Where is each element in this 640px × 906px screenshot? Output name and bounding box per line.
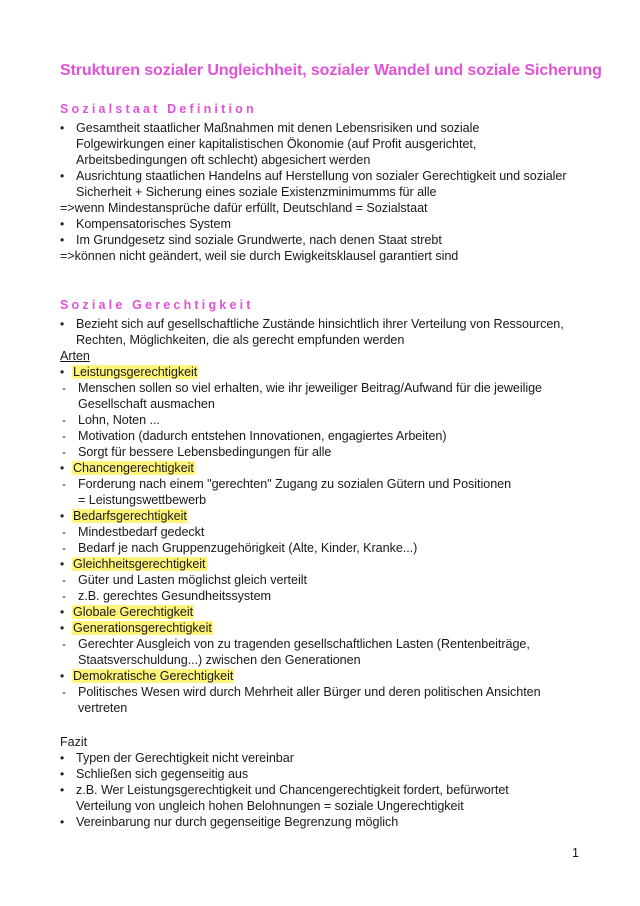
dash-icon: - <box>62 573 66 587</box>
bullet-icon: • <box>60 669 65 683</box>
text-line: Staatsverschuldung...) zwischen den Generationen <box>78 653 361 667</box>
text-line: Folgewirkungen einer kapitalistischen Ökonomie (auf Profit ausgerichtet, <box>76 137 477 151</box>
dash-icon: - <box>62 637 66 651</box>
highlight-chancengerechtigkeit: Chancengerechtigkeit <box>73 461 194 475</box>
text-line: Arbeitsbedingungen oft schlecht) abgesichert werden <box>76 153 371 167</box>
section-heading-sozialstaat: Sozialstaat Definition <box>60 102 257 116</box>
text-line: Bedarf je nach Gruppenzugehörigkeit (Alte, Kinder, Kranke...) <box>78 541 418 555</box>
text-line: Politisches Wesen wird durch Mehrheit aller Bürger und deren politischen Ansichten <box>78 685 541 699</box>
text-line: Sorgt für bessere Lebensbedingungen für alle <box>78 445 332 459</box>
dash-icon: - <box>62 413 66 427</box>
text-line: Menschen sollen so viel erhalten, wie ihr jeweiliger Beitrag/Aufwand für die jeweilige <box>78 381 543 395</box>
section-heading-soziale-gerechtigkeit: Soziale Gerechtigkeit <box>60 298 254 312</box>
text-line: Vereinbarung nur durch gegenseitige Begrenzung möglich <box>76 815 399 829</box>
text-line: z.B. Wer Leistungsgerechtigkeit und Chancengerechtigkeit fordert, befürwortet <box>76 783 509 797</box>
text-line: Typen der Gerechtigkeit nicht vereinbar <box>76 751 294 765</box>
text-line: Gesellschaft ausmachen <box>78 397 215 411</box>
text-line: Sicherheit + Sicherung eines soziale Existenzminimumms für alle <box>76 185 437 199</box>
dash-icon: - <box>62 685 66 699</box>
text-line: = Leistungswettbewerb <box>78 493 207 507</box>
bullet-icon: • <box>60 365 65 379</box>
dash-icon: - <box>62 429 66 443</box>
dash-icon: - <box>62 541 66 555</box>
dash-icon: - <box>62 477 66 491</box>
text-line: Ausrichtung staatlichen Handelns auf Herstellung von sozialer Gerechtigkeit und sozialer <box>76 169 567 183</box>
text-line: Schließen sich gegenseitig aus <box>76 767 249 781</box>
bullet-icon: • <box>60 751 65 765</box>
page-number: 1 <box>572 846 579 860</box>
bullet-icon: • <box>60 317 65 331</box>
text-line: Im Grundgesetz sind soziale Grundwerte, nach denen Staat strebt <box>76 233 442 247</box>
highlight-gleichheitsgerechtigkeit: Gleichheitsgerechtigkeit <box>73 557 206 571</box>
page-title: Strukturen sozialer Ungleichheit, sozialer Wandel und soziale Sicherung <box>60 62 602 79</box>
bullet-icon: • <box>60 557 65 571</box>
text-line: Gesamtheit staatlicher Maßnahmen mit denen Lebensrisiken und soziale <box>76 121 480 135</box>
dash-icon: - <box>62 445 66 459</box>
highlight-leistungsgerechtigkeit: Leistungsgerechtigkeit <box>73 365 198 379</box>
text-line: Bezieht sich auf gesellschaftliche Zustände hinsichtlich ihrer Verteilung von Ressourcen, <box>76 317 564 331</box>
bullet-icon: • <box>60 767 65 781</box>
highlight-generationsgerechtigkeit: Generationsgerechtigkeit <box>73 621 212 635</box>
bullet-icon: • <box>60 621 65 635</box>
text-line: Kompensatorisches System <box>76 217 231 231</box>
highlight-demokratische-gerechtigkeit: Demokratische Gerechtigkeit <box>73 669 234 683</box>
text-line: Rechten, Möglichkeiten, die als gerecht empfunden werden <box>76 333 405 347</box>
text-line: Lohn, Noten ... <box>78 413 160 427</box>
highlight-globale-gerechtigkeit: Globale Gerechtigkeit <box>73 605 194 619</box>
bullet-icon: • <box>60 217 65 231</box>
text-line: Mindestbedarf gedeckt <box>78 525 205 539</box>
dash-icon: - <box>62 589 66 603</box>
dash-icon: - <box>62 381 66 395</box>
text-line: Verteilung von ungleich hohen Belohnungen = soziale Ungerechtigkeit <box>76 799 464 813</box>
text-line: vertreten <box>78 701 128 715</box>
dash-icon: - <box>62 525 66 539</box>
bullet-icon: • <box>60 233 65 247</box>
bullet-icon: • <box>60 783 65 797</box>
text-line: Güter und Lasten möglichst gleich verteilt <box>78 573 307 587</box>
fazit-label: Fazit <box>60 735 88 749</box>
text-line: Motivation (dadurch entstehen Innovationen, engagiertes Arbeiten) <box>78 429 447 443</box>
bullet-icon: • <box>60 815 65 829</box>
text-line: Gerechter Ausgleich von zu tragenden gesellschaftlichen Lasten (Rentenbeiträge, <box>78 637 530 651</box>
text-line: Forderung nach einem "gerechten" Zugang zu sozialen Gütern und Positionen <box>78 477 512 491</box>
text-line: =>können nicht geändert, weil sie durch Ewigkeitsklausel garantiert sind <box>60 249 459 263</box>
bullet-icon: • <box>60 605 65 619</box>
bullet-icon: • <box>60 121 65 135</box>
bullet-icon: • <box>60 509 65 523</box>
subheading-arten: Arten <box>60 349 90 363</box>
text-line: =>wenn Mindestansprüche dafür erfüllt, Deutschland = Sozialstaat <box>60 201 428 215</box>
bullet-icon: • <box>60 169 65 183</box>
text-line: z.B. gerechtes Gesundheitssystem <box>78 589 271 603</box>
highlight-bedarfsgerechtigkeit: Bedarfsgerechtigkeit <box>73 509 187 523</box>
bullet-icon: • <box>60 461 65 475</box>
